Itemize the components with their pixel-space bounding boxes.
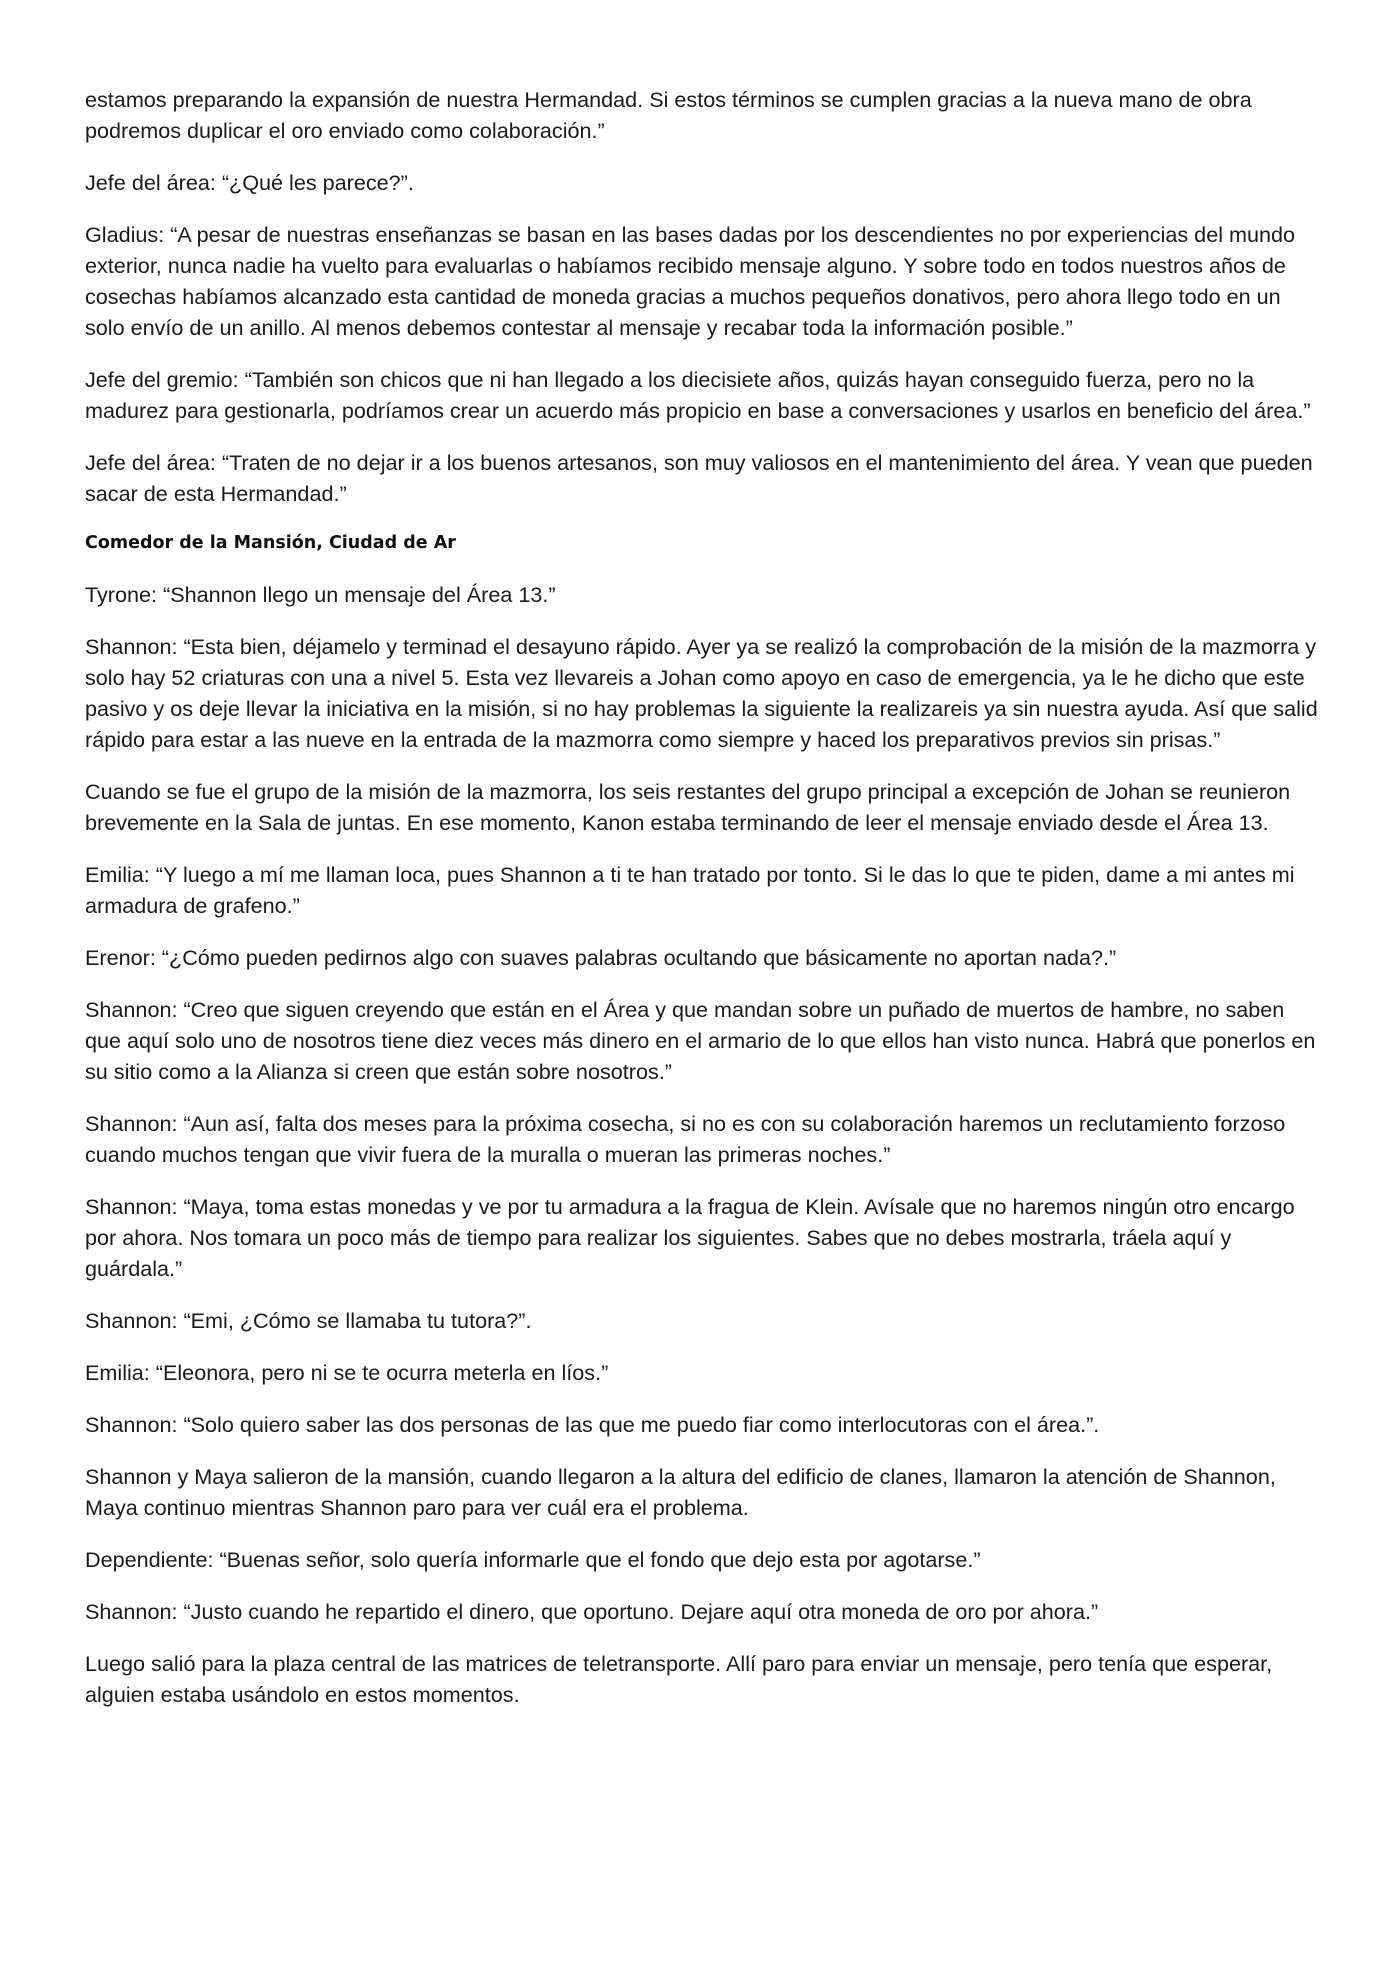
paragraph: Cuando se fue el grupo de la misión de la mazmorra, los seis restantes del grupo principal a excepción de Johan se reunieron brevemente en la Sala de juntas. En ese momento, Kanon estaba terminando de leer el mensaje enviado desde el Área 13. [85,779,1291,835]
paragraph: Dependiente: “Buenas señor, solo quería informarle que el fondo que dejo esta por agotarse.” [85,1547,981,1572]
paragraph: Jefe del área: “¿Qué les parece?”. [85,170,414,195]
paragraph: Luego salió para la plaza central de las matrices de teletransporte. Allí paro para enviar un mensaje, pero tenía que esperar, alguien estaba usándolo en estos momentos. [85,1651,1273,1707]
paragraph: Shannon: “Creo que siguen creyendo que están en el Área y que mandan sobre un puñado de muertos de hambre, no saben que aquí solo uno de nosotros tiene diez veces más dinero en el armario de lo que ellos han visto nunca. Habrá que ponerlos en su sitio como a la Alianza si creen que están sobre nosotros.” [85,997,1316,1084]
paragraph: Shannon: “Emi, ¿Cómo se llamaba tu tutora?”. [85,1308,532,1333]
paragraph: Jefe del área: “Traten de no dejar ir a los buenos artesanos, son muy valiosos en el mantenimiento del área. Y vean que pueden sacar de esta Hermandad.” [85,450,1313,506]
paragraph: Shannon: “Aun así, falta dos meses para la próxima cosecha, si no es con su colaboración haremos un reclutamiento forzoso cuando muchos tengan que vivir fuera de la muralla o mueran las primeras noches.” [85,1111,1286,1167]
paragraph: Shannon y Maya salieron de la mansión, cuando llegaron a la altura del edificio de clanes, llamaron la atención de Shannon, Maya continuo mientras Shannon paro para ver cuál era el problema. [85,1464,1276,1520]
paragraph: Erenor: “¿Cómo pueden pedirnos algo con suaves palabras ocultando que básicamente no aportan nada?.” [85,945,1117,970]
paragraph: Shannon: “Justo cuando he repartido el dinero, que oportuno. Dejare aquí otra moneda de oro por ahora.” [85,1599,1099,1624]
paragraph: Jefe del gremio: “También son chicos que ni han llegado a los diecisiete años, quizás hayan conseguido fuerza, pero no la madurez para gestionarla, podríamos crear un acuerdo más propicio en base a conversaciones y usarlos en beneficio del área.” [85,367,1311,423]
section-heading: Comedor de la Mansión, Ciudad de Ar [85,533,456,553]
paragraph: estamos preparando la expansión de nuestra Hermandad. Si estos términos se cumplen gracias a la nueva mano de obra podremos duplicar el oro enviado como colaboración.” [85,87,1252,143]
document-page [85,84,1320,1731]
paragraph: Shannon: “Solo quiero saber las dos personas de las que me puedo fiar como interlocutoras con el área.”. [85,1412,1100,1437]
paragraph: Tyrone: “Shannon llego un mensaje del Área 13.” [85,582,556,607]
paragraph: Emilia: “Y luego a mí me llaman loca, pues Shannon a ti te han tratado por tonto. Si le das lo que te piden, dame a mi antes mi armadura de grafeno.” [85,862,1295,918]
paragraph: Shannon: “Maya, toma estas monedas y ve por tu armadura a la fragua de Klein. Avísale que no haremos ningún otro encargo por ahora. Nos tomara un poco más de tiempo para realizar los siguientes. Sabes que no debes mostrarla, tráela aquí y guárdala.” [85,1194,1295,1281]
paragraph: Emilia: “Eleonora, pero ni se te ocurra meterla en líos.” [85,1360,609,1385]
paragraph: Gladius: “A pesar de nuestras enseñanzas se basan en las bases dadas por los descendientes no por experiencias del mundo exterior, nunca nadie ha vuelto para evaluarlas o habíamos recibido mensaje alguno. Y sobre todo en todos nuestros años de cosechas habíamos alcanzado esta cantidad de moneda gracias a muchos pequeños donativos, pero ahora llego todo en un solo envío de un anillo. Al menos debemos contestar al mensaje y recabar toda la información posible.” [85,222,1296,340]
paragraph: Shannon: “Esta bien, déjamelo y terminad el desayuno rápido. Ayer ya se realizó la comprobación de la misión de la mazmorra y solo hay 52 criaturas con una a nivel 5. Esta vez llevareis a Johan como apoyo en caso de emergencia, ya le he dicho que este pasivo y os deje llevar la iniciativa en la misión, si no hay problemas la siguiente la realizareis ya sin nuestra ayuda. Así que salid rápido para estar a las nueve en la entrada de la mazmorra como siempre y haced los preparativos previos sin prisas.” [85,634,1318,752]
